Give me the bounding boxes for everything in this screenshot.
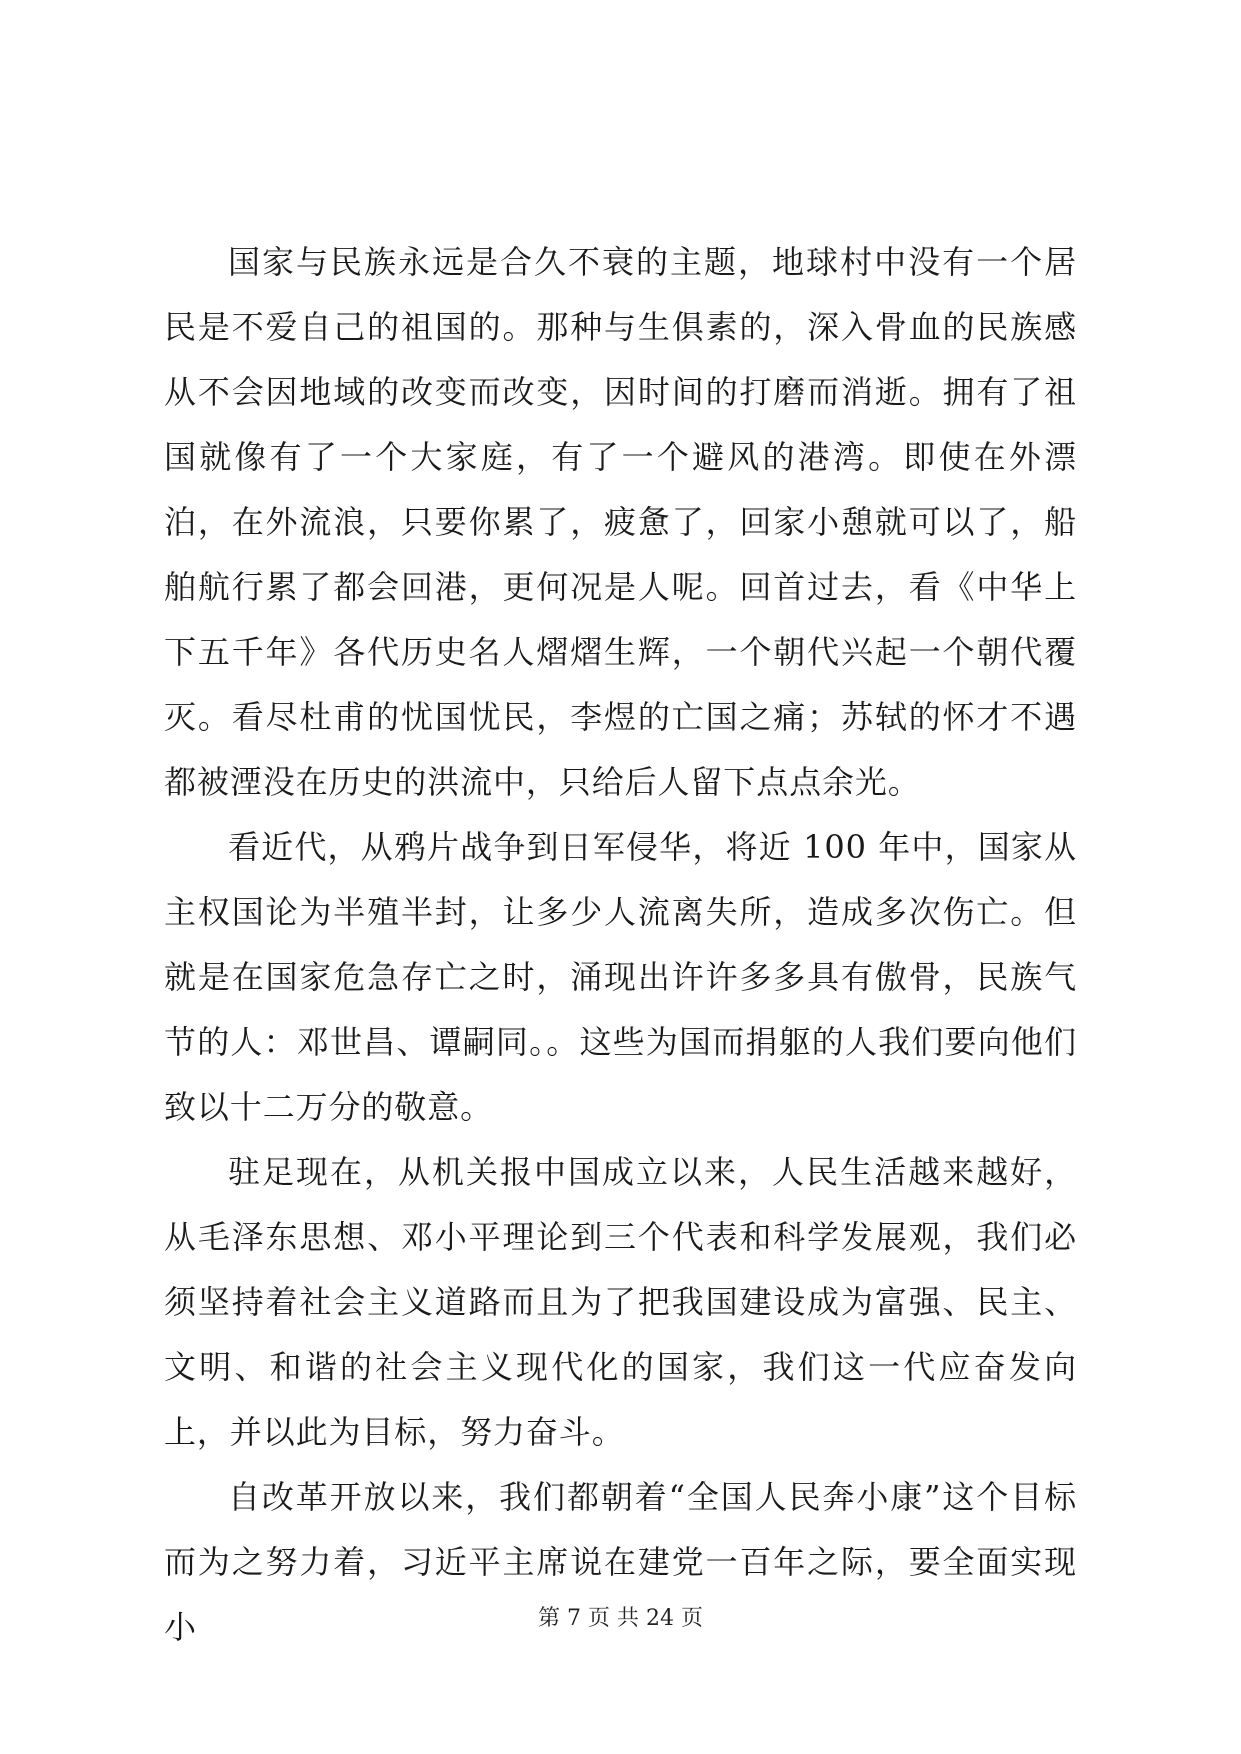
paragraph-4: 自改革开放以来，我们都朝着“全国人民奔小康”这个目标而为之努力着，习近平主席说在建党一百年之际，要全面实现小	[164, 1478, 1077, 1646]
paragraph-2: 看近代，从鸦片战争到日军侵华，将近 100 年中，国家从主权国论为半殖半封，让多少人流离失所，造成多次伤亡。但就是在国家危急存亡之时，涌现出许许多多具有傲骨，民族气节的人：邓世昌、谭嗣同。。这些为国而捐躯的人我们要向他们致以十二万分的敬意。	[164, 828, 1077, 1126]
paragraph-3: 驻足现在，从机关报中国成立以来，人民生活越来越好，从毛泽东思想、邓小平理论到三个代表和科学发展观，我们必须坚持着社会主义道路而且为了把我国建设成为富强、民主、文明、和谐的社会主义现代化的国家，我们这一代应奋发向上，并以此为目标，努力奋斗。	[164, 1153, 1077, 1451]
page-footer: 第 7 页 共 24 页	[538, 1606, 703, 1631]
document-body	[164, 230, 1077, 1660]
paragraph-1: 国家与民族永远是合久不衰的主题，地球村中没有一个居民是不爱自己的祖国的。那种与生俱素的，深入骨血的民族感从不会因地域的改变而改变，因时间的打磨而消逝。拥有了祖国就像有了一个大家庭，有了一个避风的港湾。即使在外漂泊，在外流浪，只要你累了，疲惫了，回家小憩就可以了，船舶航行累了都会回港，更何况是人呢。回首过去，看《中华上下五千年》各代历史名人熠熠生辉，一个朝代兴起一个朝代覆灭。看尽杜甫的忧国忧民，李煜的亡国之痛；苏轼的怀才不遇都被湮没在历史的洪流中，只给后人留下点点余光。	[164, 243, 1077, 801]
